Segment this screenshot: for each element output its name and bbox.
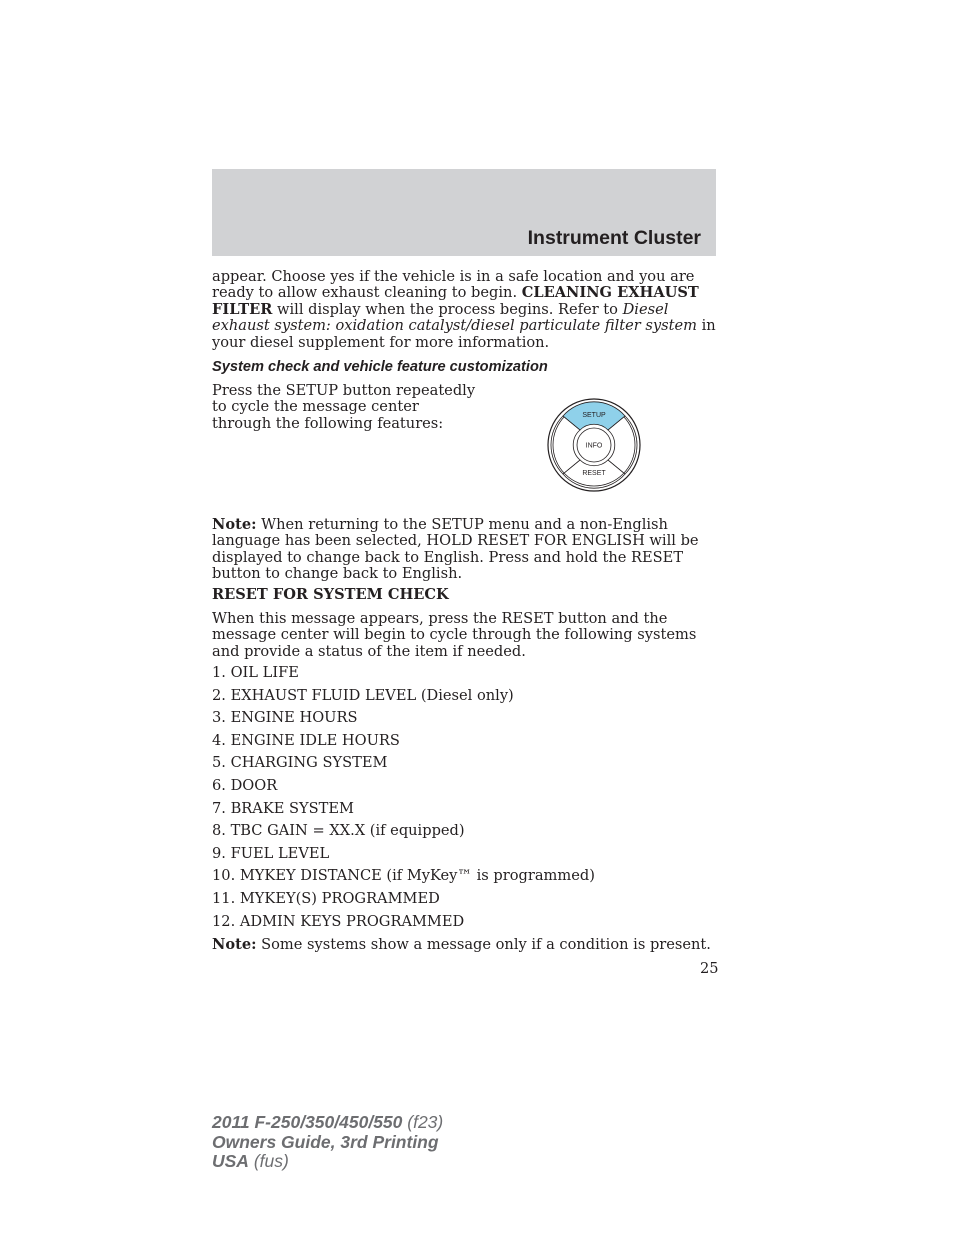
page-number: 25 — [700, 960, 719, 977]
subsection-heading: System check and vehicle feature customization — [212, 359, 548, 375]
note-label: Note: — [212, 516, 257, 533]
list-item: 4. ENGINE IDLE HOURS — [212, 731, 400, 749]
reset-label: RESET — [582, 470, 606, 477]
note-text: When returning to the SETUP menu and a non-English language has been selected, HOLD RESET FOR ENGLISH will be displayed to change back to English. Press and hold the RESET button to change back to English. — [212, 516, 699, 583]
footer-line-3 — [212, 1152, 443, 1172]
footer-line-1 — [212, 1113, 443, 1133]
reset-heading: RESET FOR SYSTEM CHECK — [212, 586, 449, 603]
note-text: Some systems show a message only if a condition is present. — [256, 936, 711, 953]
reset-paragraph: When this message appears, press the RESET button and the message center will begin to cycle through the following systems and provide a status of the item if needed. — [212, 610, 697, 660]
list-item: 3. ENGINE HOURS — [212, 709, 358, 727]
footer-country-code: (fus) — [248, 1151, 289, 1171]
intro-reference: Diesel exhaust system: oxidation catalyst/diesel particulate filter system — [212, 300, 697, 335]
list-item: 11. MYKEY(S) PROGRAMMED — [212, 889, 440, 907]
header-band — [212, 169, 716, 256]
list-item: 12. ADMIN KEYS PROGRAMMED — [212, 912, 465, 930]
list-item: 1. OIL LIFE — [212, 664, 299, 681]
intro-text-1: appear. Choose yes if the vehicle is in a safe location and you are ready to allow exhaust cleaning to begin. — [212, 268, 695, 302]
note-paragraph — [212, 517, 718, 583]
intro-text-2: will display when the process begins. Refer to — [272, 300, 623, 318]
list-item: 10. MYKEY DISTANCE (if MyKey™ is programmed) — [212, 867, 595, 885]
intro-paragraph — [212, 269, 718, 351]
list-item: 9. FUEL LEVEL — [212, 844, 330, 862]
note-label: Note: — [212, 936, 257, 953]
setup-paragraph: Press the SETUP button repeatedly to cycle the message center through the following features: — [212, 382, 476, 432]
list-item: 6. DOOR — [212, 776, 278, 794]
system-check-list — [212, 665, 595, 936]
info-label: INFO — [585, 442, 603, 450]
cluster-buttons-figure — [546, 397, 642, 493]
list-item: 7. BRAKE SYSTEM — [212, 799, 354, 817]
section-title: Instrument Cluster — [527, 227, 701, 249]
list-item: 2. EXHAUST FLUID LEVEL (Diesel only) — [212, 686, 514, 704]
setup-label: SETUP — [582, 412, 606, 419]
footer-country: USA — [212, 1151, 249, 1171]
list-item: 8. TBC GAIN = XX.X (if equipped) — [212, 822, 465, 840]
footer — [212, 1113, 443, 1172]
intro-bold-term: CLEANING EXHAUST FILTER — [212, 284, 699, 318]
footer-model: 2011 F-250/350/450/550 — [212, 1112, 403, 1132]
note-paragraph-2 — [212, 937, 718, 953]
intro-text-3: in your diesel supplement for more information. — [212, 317, 716, 351]
footer-line-2: Owners Guide, 3rd Printing — [212, 1131, 439, 1152]
list-item: 5. CHARGING SYSTEM — [212, 754, 388, 772]
footer-model-code: (f23) — [402, 1112, 444, 1132]
